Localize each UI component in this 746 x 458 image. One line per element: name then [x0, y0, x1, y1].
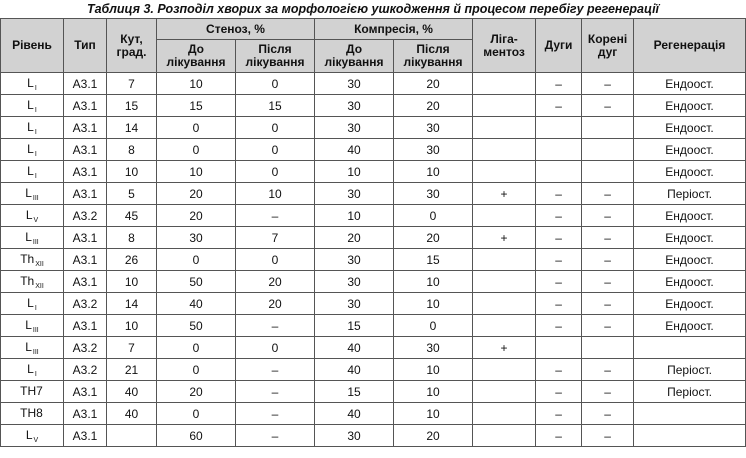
cell-ligamentosis: + — [473, 183, 536, 205]
cell-compression-after: 15 — [394, 249, 473, 271]
cell-stenosis-before: 20 — [157, 183, 236, 205]
cell-type: А3.1 — [64, 117, 107, 139]
cell-stenosis-before: 10 — [157, 161, 236, 183]
cell-type: А3.1 — [64, 161, 107, 183]
cell-angle: 8 — [107, 139, 157, 161]
cell-ligamentosis — [473, 73, 536, 95]
cell-angle: 10 — [107, 271, 157, 293]
cell-type: А3.2 — [64, 359, 107, 381]
cell-type: А3.1 — [64, 271, 107, 293]
header-stenosis-before: До лікування — [157, 40, 236, 73]
cell-compression-before: 30 — [315, 117, 394, 139]
table-row — [1, 183, 746, 205]
level-main: L — [25, 207, 33, 222]
cell-angle: 10 — [107, 315, 157, 337]
level-subscript: III — [32, 238, 39, 246]
cell-stenosis-after: 0 — [236, 117, 315, 139]
level-main: L — [25, 427, 33, 442]
cell-ligamentosis — [473, 293, 536, 315]
cell-compression-after: 10 — [394, 403, 473, 425]
cell-type: А3.1 — [64, 227, 107, 249]
cell-arches: – — [536, 403, 582, 425]
cell-regeneration — [634, 425, 746, 447]
cell-roots — [582, 161, 634, 183]
level-subscript: XII — [35, 282, 44, 290]
cell-ligamentosis — [473, 381, 536, 403]
table-row — [1, 271, 746, 293]
cell-stenosis-after: – — [236, 205, 315, 227]
cell-stenosis-before: 0 — [157, 403, 236, 425]
cell-compression-after: 10 — [394, 381, 473, 403]
level-main: Th — [20, 251, 35, 266]
cell-angle: 10 — [107, 161, 157, 183]
cell-angle: 15 — [107, 95, 157, 117]
header-compression: Компресія, % — [315, 19, 473, 40]
cell-compression-before: 15 — [315, 381, 394, 403]
cell-regeneration: Ендоост. — [634, 95, 746, 117]
cell-compression-before: 30 — [315, 183, 394, 205]
cell-arches: – — [536, 271, 582, 293]
cell-stenosis-after: 7 — [236, 227, 315, 249]
cell-ligamentosis — [473, 403, 536, 425]
cell-angle: 7 — [107, 73, 157, 95]
cell-roots: – — [582, 205, 634, 227]
data-table — [0, 18, 746, 447]
level-main: L — [27, 361, 34, 376]
level-main: L — [25, 185, 32, 200]
cell-regeneration: Ендоост. — [634, 205, 746, 227]
cell-ligamentosis — [473, 139, 536, 161]
cell-compression-before: 10 — [315, 205, 394, 227]
cell-angle: 7 — [107, 337, 157, 359]
cell-compression-before: 20 — [315, 227, 394, 249]
cell-ligamentosis — [473, 359, 536, 381]
cell-compression-after: 10 — [394, 161, 473, 183]
cell-compression-after: 20 — [394, 425, 473, 447]
cell-ligamentosis — [473, 205, 536, 227]
cell-stenosis-before: 0 — [157, 117, 236, 139]
header-stenosis-after: Після лікування — [236, 40, 315, 73]
cell-compression-after: 10 — [394, 293, 473, 315]
cell-stenosis-after: – — [236, 425, 315, 447]
table-row — [1, 205, 746, 227]
cell-regeneration: Ендоост. — [634, 227, 746, 249]
cell-type: А3.1 — [64, 425, 107, 447]
header-compression-before: До лікування — [315, 40, 394, 73]
cell-stenosis-after: 0 — [236, 73, 315, 95]
cell-regeneration: Періост. — [634, 381, 746, 403]
table-row — [1, 315, 746, 337]
cell-regeneration — [634, 337, 746, 359]
header-arches: Дуги — [536, 19, 582, 73]
header-ligamentosis: Ліга- ментоз — [473, 19, 536, 73]
cell-compression-after: 10 — [394, 359, 473, 381]
cell-arches — [536, 161, 582, 183]
table-header — [1, 19, 746, 73]
cell-ligamentosis — [473, 95, 536, 117]
cell-compression-after: 10 — [394, 271, 473, 293]
cell-roots: – — [582, 183, 634, 205]
cell-arches: – — [536, 425, 582, 447]
cell-arches: – — [536, 73, 582, 95]
cell-compression-before: 30 — [315, 271, 394, 293]
cell-regeneration: Періост. — [634, 359, 746, 381]
cell-stenosis-before: 10 — [157, 73, 236, 95]
cell-regeneration: Ендоост. — [634, 73, 746, 95]
cell-level — [1, 315, 64, 337]
cell-arches: – — [536, 183, 582, 205]
cell-level — [1, 271, 64, 293]
header-stenosis: Стеноз, % — [157, 19, 315, 40]
cell-type: А3.1 — [64, 249, 107, 271]
cell-compression-after: 30 — [394, 183, 473, 205]
cell-angle: 5 — [107, 183, 157, 205]
cell-type: А3.2 — [64, 205, 107, 227]
cell-compression-after: 0 — [394, 205, 473, 227]
cell-level — [1, 205, 64, 227]
cell-stenosis-after: – — [236, 315, 315, 337]
level-subscript: V — [33, 436, 39, 444]
cell-stenosis-before: 60 — [157, 425, 236, 447]
cell-compression-before: 30 — [315, 249, 394, 271]
table-row — [1, 139, 746, 161]
cell-angle: 40 — [107, 403, 157, 425]
cell-arches: – — [536, 381, 582, 403]
level-main: L — [27, 295, 34, 310]
cell-level — [1, 117, 64, 139]
cell-ligamentosis — [473, 271, 536, 293]
header-type: Тип — [64, 19, 107, 73]
cell-arches: – — [536, 249, 582, 271]
cell-stenosis-after: 0 — [236, 161, 315, 183]
cell-arches — [536, 117, 582, 139]
cell-type: А3.1 — [64, 183, 107, 205]
cell-type: А3.2 — [64, 293, 107, 315]
cell-level — [1, 227, 64, 249]
cell-stenosis-before: 0 — [157, 359, 236, 381]
cell-stenosis-before: 40 — [157, 293, 236, 315]
level-main: L — [25, 229, 32, 244]
cell-regeneration: Ендоост. — [634, 315, 746, 337]
cell-ligamentosis: + — [473, 227, 536, 249]
cell-stenosis-after: 20 — [236, 293, 315, 315]
cell-ligamentosis — [473, 117, 536, 139]
cell-type: А3.1 — [64, 139, 107, 161]
cell-stenosis-before: 15 — [157, 95, 236, 117]
cell-roots: – — [582, 381, 634, 403]
cell-roots: – — [582, 227, 634, 249]
cell-stenosis-after: 0 — [236, 337, 315, 359]
cell-stenosis-before: 20 — [157, 205, 236, 227]
cell-compression-before: 15 — [315, 315, 394, 337]
cell-roots — [582, 139, 634, 161]
cell-arches: – — [536, 205, 582, 227]
cell-angle — [107, 425, 157, 447]
cell-angle: 8 — [107, 227, 157, 249]
cell-roots: – — [582, 271, 634, 293]
table-row — [1, 73, 746, 95]
cell-stenosis-after: – — [236, 403, 315, 425]
header-level: Рівень — [1, 19, 64, 73]
level-subscript: III — [32, 326, 39, 334]
cell-level — [1, 359, 64, 381]
cell-type: А3.1 — [64, 73, 107, 95]
cell-arches: – — [536, 227, 582, 249]
level-subscript: I — [34, 106, 37, 114]
table-row — [1, 117, 746, 139]
level-main: L — [27, 119, 34, 134]
cell-compression-before: 40 — [315, 359, 394, 381]
cell-roots — [582, 337, 634, 359]
cell-stenosis-before: 0 — [157, 249, 236, 271]
level-main: L — [27, 141, 34, 156]
level-subscript: III — [32, 194, 39, 202]
level-main: L — [25, 317, 32, 332]
cell-roots: – — [582, 403, 634, 425]
cell-compression-after: 30 — [394, 117, 473, 139]
cell-stenosis-after: – — [236, 381, 315, 403]
level-main: Th — [20, 273, 35, 288]
table-row — [1, 403, 746, 425]
level-subscript: XII — [35, 260, 44, 268]
level-main: TH7 — [20, 383, 43, 398]
cell-level — [1, 425, 64, 447]
cell-level — [1, 183, 64, 205]
cell-regeneration: Ендоост. — [634, 161, 746, 183]
cell-stenosis-after: 0 — [236, 249, 315, 271]
cell-roots: – — [582, 249, 634, 271]
cell-angle: 14 — [107, 293, 157, 315]
cell-regeneration: Ендоост. — [634, 293, 746, 315]
table-row — [1, 359, 746, 381]
header-compression-after: Після лікування — [394, 40, 473, 73]
level-main: L — [27, 97, 34, 112]
cell-level — [1, 337, 64, 359]
cell-arches: – — [536, 95, 582, 117]
cell-stenosis-after: 0 — [236, 139, 315, 161]
cell-type: А3.1 — [64, 403, 107, 425]
table-row — [1, 95, 746, 117]
level-subscript: I — [34, 128, 37, 136]
cell-regeneration — [634, 403, 746, 425]
cell-level — [1, 403, 64, 425]
cell-compression-before: 40 — [315, 403, 394, 425]
cell-compression-before: 30 — [315, 73, 394, 95]
level-main: TH8 — [20, 405, 43, 420]
cell-level — [1, 249, 64, 271]
cell-level — [1, 381, 64, 403]
cell-angle: 14 — [107, 117, 157, 139]
cell-roots: – — [582, 425, 634, 447]
cell-compression-before: 30 — [315, 425, 394, 447]
level-main: L — [27, 75, 34, 90]
header-angle: Кут, град. — [107, 19, 157, 73]
table-caption: Таблиця 3. Розподіл хворих за морфологією ушкодження й процесом перебігу регенерації — [86, 2, 660, 16]
cell-compression-after: 20 — [394, 95, 473, 117]
level-subscript: V — [33, 216, 39, 224]
cell-angle: 40 — [107, 381, 157, 403]
cell-type: А3.1 — [64, 381, 107, 403]
cell-ligamentosis — [473, 161, 536, 183]
table-row — [1, 249, 746, 271]
cell-stenosis-before: 50 — [157, 271, 236, 293]
cell-compression-after: 20 — [394, 227, 473, 249]
level-subscript: I — [34, 172, 37, 180]
cell-regeneration: Ендоост. — [634, 117, 746, 139]
cell-arches: – — [536, 293, 582, 315]
cell-compression-after: 30 — [394, 337, 473, 359]
cell-stenosis-before: 0 — [157, 337, 236, 359]
cell-angle: 26 — [107, 249, 157, 271]
cell-level — [1, 161, 64, 183]
table-row — [1, 161, 746, 183]
cell-regeneration: Періост. — [634, 183, 746, 205]
cell-stenosis-after: 10 — [236, 183, 315, 205]
cell-stenosis-after: – — [236, 359, 315, 381]
table-row — [1, 293, 746, 315]
cell-compression-before: 30 — [315, 293, 394, 315]
cell-arches — [536, 337, 582, 359]
cell-roots: – — [582, 359, 634, 381]
cell-stenosis-before: 20 — [157, 381, 236, 403]
cell-type: А3.2 — [64, 337, 107, 359]
table-body — [1, 73, 746, 447]
level-subscript: I — [34, 150, 37, 158]
cell-regeneration: Ендоост. — [634, 139, 746, 161]
cell-roots — [582, 117, 634, 139]
cell-level — [1, 73, 64, 95]
cell-type: А3.1 — [64, 95, 107, 117]
level-subscript: III — [32, 348, 39, 356]
cell-compression-before: 10 — [315, 161, 394, 183]
cell-roots: – — [582, 315, 634, 337]
cell-arches: – — [536, 315, 582, 337]
header-roots: Корені дуг — [582, 19, 634, 73]
level-subscript: I — [34, 84, 37, 92]
cell-ligamentosis — [473, 425, 536, 447]
cell-level — [1, 139, 64, 161]
cell-stenosis-before: 0 — [157, 139, 236, 161]
cell-angle: 21 — [107, 359, 157, 381]
table-row — [1, 425, 746, 447]
cell-type: А3.1 — [64, 315, 107, 337]
level-subscript: I — [34, 370, 37, 378]
cell-stenosis-before: 50 — [157, 315, 236, 337]
cell-roots: – — [582, 73, 634, 95]
level-main: L — [27, 163, 34, 178]
cell-level — [1, 95, 64, 117]
cell-compression-after: 30 — [394, 139, 473, 161]
cell-compression-before: 40 — [315, 337, 394, 359]
cell-stenosis-before: 30 — [157, 227, 236, 249]
header-regeneration: Регенерація — [634, 19, 746, 73]
cell-arches: – — [536, 359, 582, 381]
cell-compression-after: 0 — [394, 315, 473, 337]
cell-roots: – — [582, 95, 634, 117]
cell-compression-after: 20 — [394, 73, 473, 95]
cell-arches — [536, 139, 582, 161]
table-row — [1, 337, 746, 359]
cell-roots: – — [582, 293, 634, 315]
cell-compression-before: 30 — [315, 95, 394, 117]
cell-angle: 45 — [107, 205, 157, 227]
table-row — [1, 227, 746, 249]
cell-stenosis-after: 15 — [236, 95, 315, 117]
level-main: L — [25, 339, 32, 354]
cell-regeneration: Ендоост. — [634, 271, 746, 293]
cell-compression-before: 40 — [315, 139, 394, 161]
cell-regeneration: Ендоост. — [634, 249, 746, 271]
cell-level — [1, 293, 64, 315]
cell-ligamentosis: + — [473, 337, 536, 359]
table-row — [1, 381, 746, 403]
cell-ligamentosis — [473, 315, 536, 337]
cell-ligamentosis — [473, 249, 536, 271]
cell-stenosis-after: 20 — [236, 271, 315, 293]
level-subscript: I — [34, 304, 37, 312]
